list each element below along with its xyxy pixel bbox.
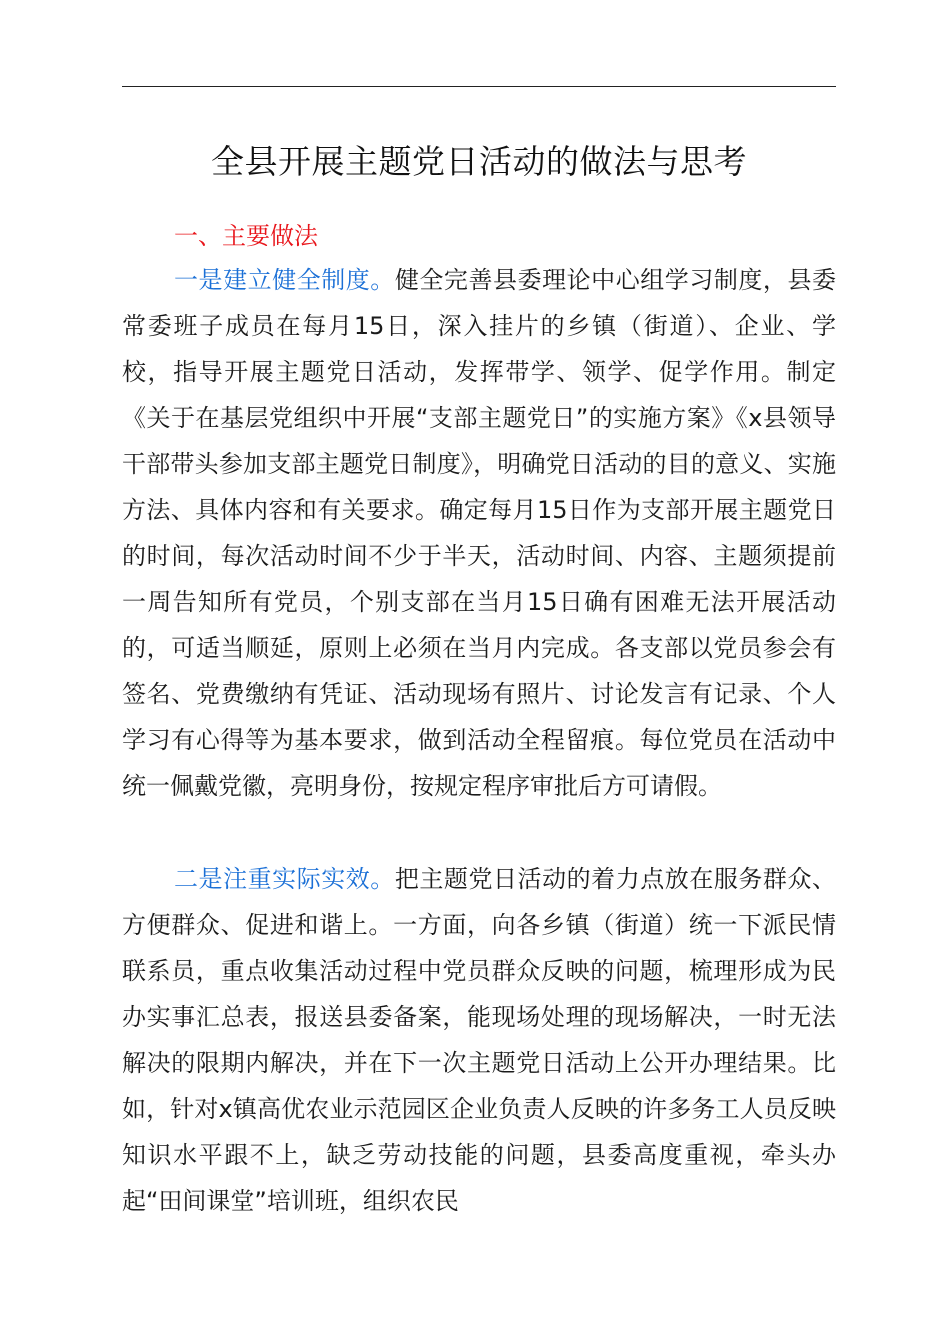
paragraph-2-body: 把主题党日活动的着力点放在服务群众、方便群众、促进和谐上。一方面，向各乡镇（街道）统一下派民情联系员，重点收集活动过程中党员群众反映的问题，梳理形成为民办实事汇总表，报送县委备案，能现场处理的现场解决，一时无法解决的限期内解决，并在下一次主题党日活动上公开办理结果。比如，针对x镇高优农业示范园区企业负责人反映的许多务工人员反映知识水平跟不上，缺乏劳动技能的问题，县委高度重视，牵头办起“田间课堂”培训班，组织农民: [122, 865, 837, 1215]
paragraph-1-body: 健全完善县委理论中心组学习制度，县委常委班子成员在每月15日，深入挂片的乡镇（街道）、企业、学校，指导开展主题党日活动，发挥带学、领学、促学作用。制定《关于在基层党组织中开展“支部主题党日”的实施方案》《x县领导干部带头参加支部主题党日制度》，明确党日活动的目的意义、实施方法、具体内容和有关要求。确定每月15日作为支部开展主题党日的时间，每次活动时间不少于半天，活动时间、内容、主题须提前一周告知所有党员，个别支部在当月15日确有困难无法开展活动的，可适当顺延，原则上必须在当月内完成。各支部以党员参会有签名、党费缴纳有凭证、活动现场有照片、讨论发言有记录、个人学习有心得等为基本要求，做到活动全程留痕。每位党员在活动中统一佩戴党徽，亮明身份，按规定程序审批后方可请假。: [122, 266, 837, 800]
paragraph-1-lead: 一是建立健全制度。: [174, 266, 395, 294]
paragraph-2: [122, 856, 836, 1224]
document-title: 全县开展主题党日活动的做法与思考: [211, 142, 747, 181]
paragraph-1: [122, 257, 836, 809]
paragraph-2-lead: 二是注重实际实效。: [174, 865, 395, 893]
header-rule: [122, 86, 836, 87]
section-heading: 一、主要做法: [174, 222, 318, 250]
